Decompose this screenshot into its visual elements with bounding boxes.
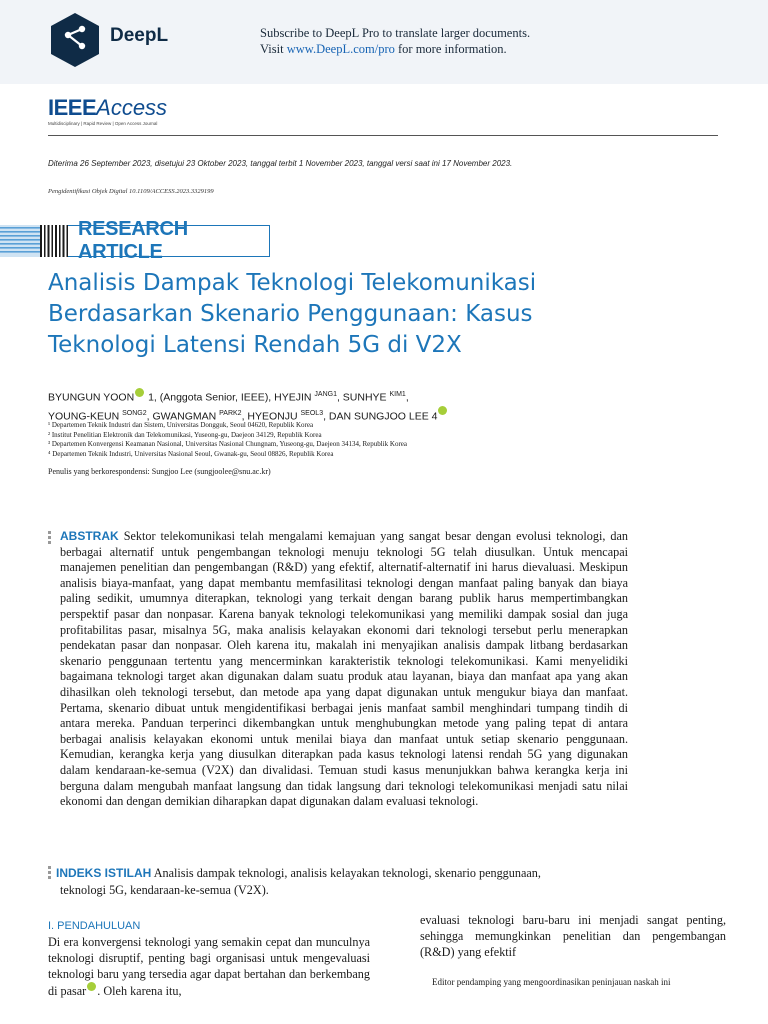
index-terms-text: Analisis dampak teknologi, analisis kelayakan teknologi, skenario penggunaan, (153, 866, 541, 880)
index-terms (56, 865, 596, 899)
corresponding-author: Penulis yang berkorespondensi: Sungjoo Lee (sungjoolee@snu.ac.kr) (48, 467, 271, 476)
orcid-icon[interactable] (87, 982, 96, 991)
author-affil-sup: SEOL3 (300, 409, 324, 417)
author-name: BYUNGUN YOON (48, 391, 135, 404)
title-line-3: Teknologi Latensi Rendah 5G di V2X (48, 332, 462, 358)
article-type-box (68, 218, 270, 263)
ieee-access-logo (48, 96, 167, 126)
intro-paragraph-cont: . Oleh karena itu, (97, 984, 182, 999)
ribbon-stripes-icon (0, 225, 42, 257)
promo-suffix-text: for more information. (394, 42, 507, 56)
author-text: YOUNG-KEUN (48, 410, 123, 422)
publication-dates: Diterima 26 September 2023, disetujui 23 Oktober 2023, tanggal terbit 1 November 2023, tanggal versi saat ini 17 November 2023. (48, 159, 513, 168)
doi-identifier: Pengidentifikasi Objek Digital 10.1109/ACCESS.2023.3329199 (48, 188, 214, 195)
index-terms-line-2: teknologi 5G, kendaraan-ke-semua (V2X). (60, 883, 269, 897)
author-text: , HYEONJU (241, 410, 301, 422)
orcid-icon[interactable] (438, 406, 447, 415)
body-column-right: evaluasi teknologi baru-baru ini menjadi sangat penting, sehingga memungkinkan penelitian dan pengembangan (R&D) yang efektif (420, 913, 726, 959)
article-title (48, 268, 648, 361)
abstract (60, 529, 628, 810)
section-heading-introduction: I. PENDAHULUAN (48, 920, 141, 932)
promo-line-1: Subscribe to DeepL Pro to translate larger documents. (260, 26, 531, 40)
body-column-left (48, 935, 370, 1000)
affiliation-list (48, 421, 407, 459)
author-text: , DAN SUNGJOO LEE 4 (323, 410, 438, 422)
author-affil-sup: SONG2 (122, 409, 147, 417)
abstract-marker-icon (48, 531, 51, 546)
orcid-icon[interactable] (135, 388, 144, 397)
author-text: , GWANGMAN (146, 410, 220, 422)
affiliation-item: ¹ Departemen Teknik Industri dan Sistem, Universitas Dongguk, Seoul 04620, Republik Korea (48, 421, 314, 429)
deepl-banner (0, 0, 768, 84)
index-terms-marker-icon (48, 866, 51, 881)
abstract-text: Sektor telekomunikasi telah mengalami kemajuan yang sangat besar dengan evolusi teknologi, dan berbagai alternatif untuk pengembangan teknologi menuju teknologi 5G telah diusulkan. Untuk mencapai manajemen penelitian dan pengembangan (R&D) yang efektif, alternatif-alternatif ini harus dievaluasi. Meskipun analisis biaya-manfaat, yang dapat membantu memfasilitasi teknologi dengan manfaat paling banyak dan biaya paling sedikit, umumnya diterapkan, teknologi yang terkait dengan barang publik harus mempertimbangkan perspektif pasar dan nonpasar. Karena banyak teknologi telekomunikasi yang memiliki dampak sosial dan juga profitabilitas pasar, misalnya 5G, maka analisis kelayakan ekonomi dari teknologi tersebut perlu menerapkan pendekatan pasar dan nonpasar. Oleh karena itu, makalah ini menyajikan analisis dampak litbang berdasarkan skenario penggunaan tertentu yang mencerminkan karakteristik teknologi telekomunikasi. Kami menyelidiki bagaimana teknologi target akan digunakan dalam suatu produk atau layanan, biaya dan manfaat apa yang akan dihasilkan oleh teknologi tersebut, dan metode apa yang dapat digunakan untuk mengukur biaya dan manfaat. Pertama, skenario dibuat untuk mengidentifikasi berbagai jenis manfaat sambil menghindari tumpang tindih di antara mereka. Panduan terperinci dikembangkan untuk menghubungkan metode yang paling tepat di antara berbagai analisis kelayakan ekonomi untuk menilai biaya dan manfaat untuk setiap skenario penggunaan. Kemudian, kerangka kerja yang diusulkan diterapkan pada kasus teknologi latensi rendah 5G yang digunakan dalam kendaraan-ke-semua (V2X) dan divalidasi. Temuan studi kasus menunjukkan bahwa kerangka kerja ini berguna dalam mengubah manfaat langsung dan tidak langsung dari teknologi telekomunikasi menjadi satu nilai ekonomi dan dengan demikian diharapkan dapat digunakan dalam evaluasi teknologi. (60, 529, 628, 809)
abstract-label: ABSTRAK (60, 529, 119, 543)
authors-line-1 (48, 387, 548, 406)
author-list (48, 387, 548, 424)
article-type-ribbon (0, 218, 270, 263)
promo-line-2 (260, 41, 530, 57)
index-terms-line-1 (56, 865, 596, 882)
index-terms-label: INDEKS ISTILAH (56, 866, 152, 880)
promo-visit-text: Visit (260, 42, 287, 56)
deepl-promo-text (260, 25, 530, 57)
title-line-1: Analisis Dampak Teknologi Telekomunikasi (48, 270, 537, 296)
ribbon-barcode-icon (40, 225, 70, 257)
affiliation-item: ³ Departemen Konvergensi Keamanan Nasional, Universitas Nasional Chungnam, Yuseong-gu, Daejeon 34134, Republik Korea (48, 440, 408, 448)
author-text: , (405, 391, 409, 404)
intro-paragraph: Di era konvergensi teknologi yang semakin cepat dan munculnya teknologi disruptif, penting bagi organisasi untuk mengevaluasi teknologi baru yang tersedia agar dapat bertahan dan berkembang di pasar (48, 935, 370, 999)
header-divider (48, 135, 718, 136)
deepl-logo-icon[interactable] (48, 11, 102, 67)
article-type-label: RESEARCH ARTICLE (78, 218, 188, 263)
editor-footnote: Editor pendamping yang mengoordinasikan peninjauan naskah ini (432, 977, 671, 987)
affiliation-item: ⁴ Departemen Teknik Industri, Universitas Nasional Seoul, Gwanak-gu, Seoul 08826, Republik Korea (48, 449, 334, 458)
journal-tagline: Multidisciplinary | Rapid Review | Open Access Journal (48, 121, 158, 126)
author-text: 1, (Anggota Senior, IEEE), HYEJIN (145, 391, 315, 404)
author-affil-sup: JANG1 (314, 391, 337, 398)
author-affil-sup: PARK2 (219, 409, 242, 417)
deepl-wordmark[interactable]: DeepL (110, 25, 169, 46)
ieee-wordmark: IEEE (48, 95, 97, 120)
access-wordmark: Access (96, 95, 168, 120)
author-affil-sup: KIM1 (389, 391, 406, 398)
title-line-2: Berdasarkan Skenario Penggunaan: Kasus (48, 301, 533, 327)
affiliation-item: ² Institut Penelitian Elektronik dan Telekomunikasi, Yuseong-gu, Daejeon 34129, Republik Korea (48, 430, 322, 439)
deepl-pro-link[interactable]: www.DeepL.com/pro (286, 42, 395, 56)
author-text: , SUNHYE (336, 391, 390, 404)
